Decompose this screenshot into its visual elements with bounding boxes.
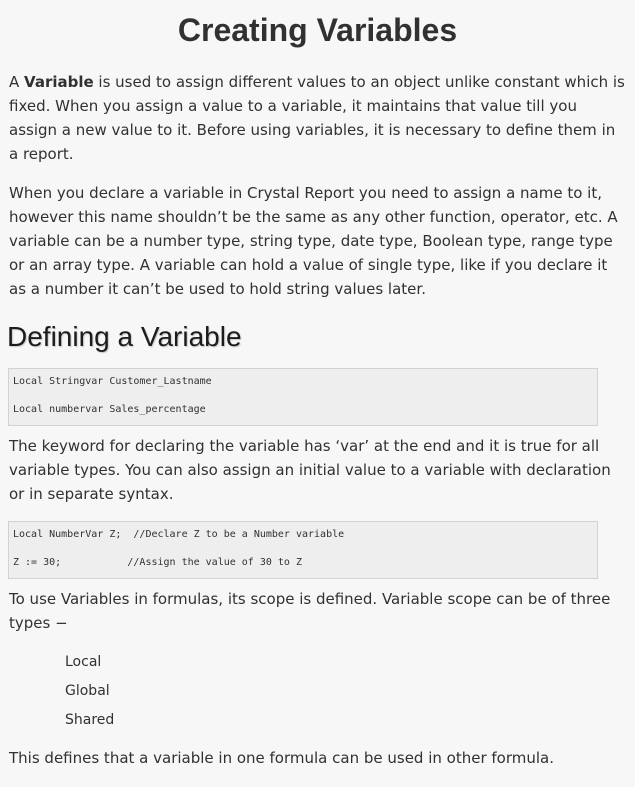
declaration-paragraph: When you declare a variable in Crystal Report you need to assign a name to it, however this name shouldn’t be the same as any other function, operator, etc. A variable can be a number type, string type, date type, Boolean type, range type or an array type. A variable can hold a value of single type, like if you declare it as a number it can’t be used to hold string values later. — [9, 184, 618, 298]
scope-list — [65, 651, 114, 738]
code-line: Z := 30; //Assign the value of 30 to Z — [13, 557, 302, 568]
code-line: Local numbervar Sales_percentage — [13, 404, 206, 415]
list-item: Shared — [65, 712, 115, 728]
list-item: Global — [65, 683, 110, 699]
intro-lead: A — [9, 73, 25, 91]
closing-paragraph: This defines that a variable in one formula can be used in other formula. — [9, 749, 554, 767]
code-block-declare — [8, 368, 598, 426]
keyword-paragraph: The keyword for declaring the variable has ‘var’ at the end and it is true for all variable types. You can also assign an initial value to a variable with declaration or in separate syntax. — [9, 437, 611, 503]
code-line: Local Stringvar Customer_Lastname — [13, 376, 212, 387]
intro-rest: is used to assign different values to an object unlike constant which is fixed. When you assign a value to a variable, it maintains that value till you assign a new value to it. Before using variables, it is necessary to define them in a report. — [9, 73, 625, 163]
variable-term: Variable — [24, 73, 94, 91]
intro-paragraph — [9, 70, 627, 166]
page-title: Creating Variables — [177, 12, 458, 48]
section-heading: Defining a Variable — [7, 321, 242, 352]
code-line: Local NumberVar Z; //Declare Z to be a Number variable — [13, 529, 345, 540]
list-item: Local — [65, 654, 102, 670]
code-block-assign — [8, 521, 598, 579]
scope-paragraph: To use Variables in formulas, its scope is defined. Variable scope can be of three types − — [9, 590, 611, 632]
